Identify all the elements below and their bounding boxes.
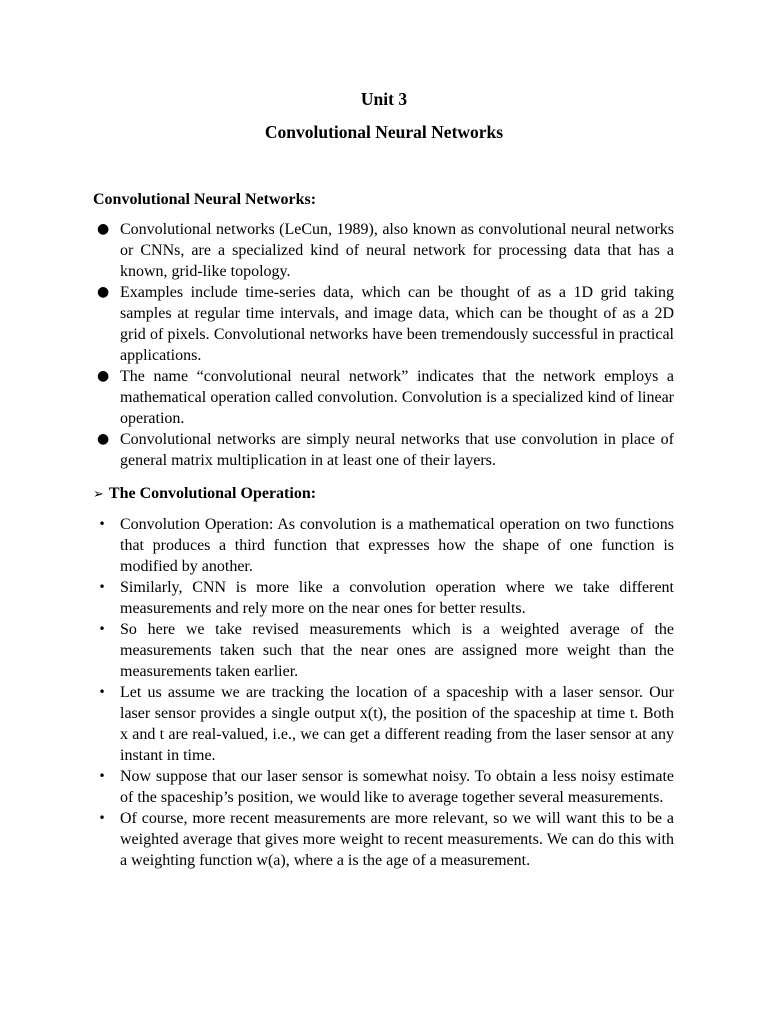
section-heading-text: The Convolutional Operation: xyxy=(108,485,317,502)
list-item-text: Let us assume we are tracking the location of a spaceship with a laser sensor. Our laser sensor provides a single output x(t), the position of the spaceship at time t. Both x and t are real-valued, i.e., we can get a different reading from the laser sensor at any instant in time. xyxy=(120,684,674,764)
list-item xyxy=(97,366,674,429)
section-heading-cnn: Convolutional Neural Networks: xyxy=(93,191,317,208)
list-item-text: Of course, more recent measurements are more relevant, so we will want this to be a weighted average that gives more weight to recent measurements. We can do this with a weighting function w(a), where a is the age of a measurement. xyxy=(120,810,674,869)
list-item-text: Convolutional networks are simply neural networks that use convolution in place of general matrix multiplication in at least one of their layers. xyxy=(120,431,674,469)
list-item xyxy=(97,282,674,366)
arrowhead-icon: ➢ xyxy=(93,487,104,502)
list-item xyxy=(98,766,674,808)
bullet-small-dot-icon: • xyxy=(98,769,106,783)
bullet-small-dot-icon: • xyxy=(98,811,106,825)
unit-label: Unit 3 xyxy=(360,89,408,109)
bullet-dot-icon: ● xyxy=(97,284,110,300)
cnn-bullet-list xyxy=(97,219,674,471)
bullet-dot-icon: ● xyxy=(97,431,110,447)
list-item xyxy=(98,682,674,766)
list-item xyxy=(98,577,674,619)
list-item-text: Now suppose that our laser sensor is somewhat noisy. To obtain a less noisy estimate of the spaceship’s position, we would like to average together several measurements. xyxy=(120,768,674,806)
list-item-text: The name “convolutional neural network” indicates that the network employs a mathematical operation called convolution. Convolution is a specialized kind of linear operation. xyxy=(120,368,674,427)
list-item-text: Convolutional networks (LeCun, 1989), also known as convolutional neural networks or CNNs, are a specialized kind of neural network for processing data that has a known, grid-like topology. xyxy=(120,221,674,280)
list-item-text: So here we take revised measurements which is a weighted average of the measurements taken such that the near ones are assigned more weight than the measurements taken earlier. xyxy=(120,621,674,680)
bullet-small-dot-icon: • xyxy=(98,622,106,636)
page-title: Convolutional Neural Networks xyxy=(264,122,504,142)
list-item-text: Convolution Operation: As convolution is a mathematical operation on two functions that produces a third function that expresses how the shape of one function is modified by another. xyxy=(120,516,674,575)
list-item xyxy=(98,619,674,682)
list-item-text: Examples include time-series data, which can be thought of as a 1D grid taking samples at regular time intervals, and image data, which can be thought of as a 2D grid of pixels. Convolutional networks have been tremendously successful in practical applications. xyxy=(120,284,674,364)
list-item xyxy=(98,808,674,871)
bullet-small-dot-icon: • xyxy=(98,685,106,699)
list-item xyxy=(98,514,674,577)
list-item xyxy=(97,219,674,282)
operation-bullet-list xyxy=(98,514,674,871)
section-heading-convolutional-operation xyxy=(93,483,316,505)
list-item-text: Similarly, CNN is more like a convolution operation where we take different measurements and rely more on the near ones for better results. xyxy=(120,579,674,617)
bullet-dot-icon: ● xyxy=(97,221,110,237)
bullet-small-dot-icon: • xyxy=(98,580,106,594)
bullet-dot-icon: ● xyxy=(97,368,110,384)
list-item xyxy=(97,429,674,471)
bullet-small-dot-icon: • xyxy=(98,517,106,531)
